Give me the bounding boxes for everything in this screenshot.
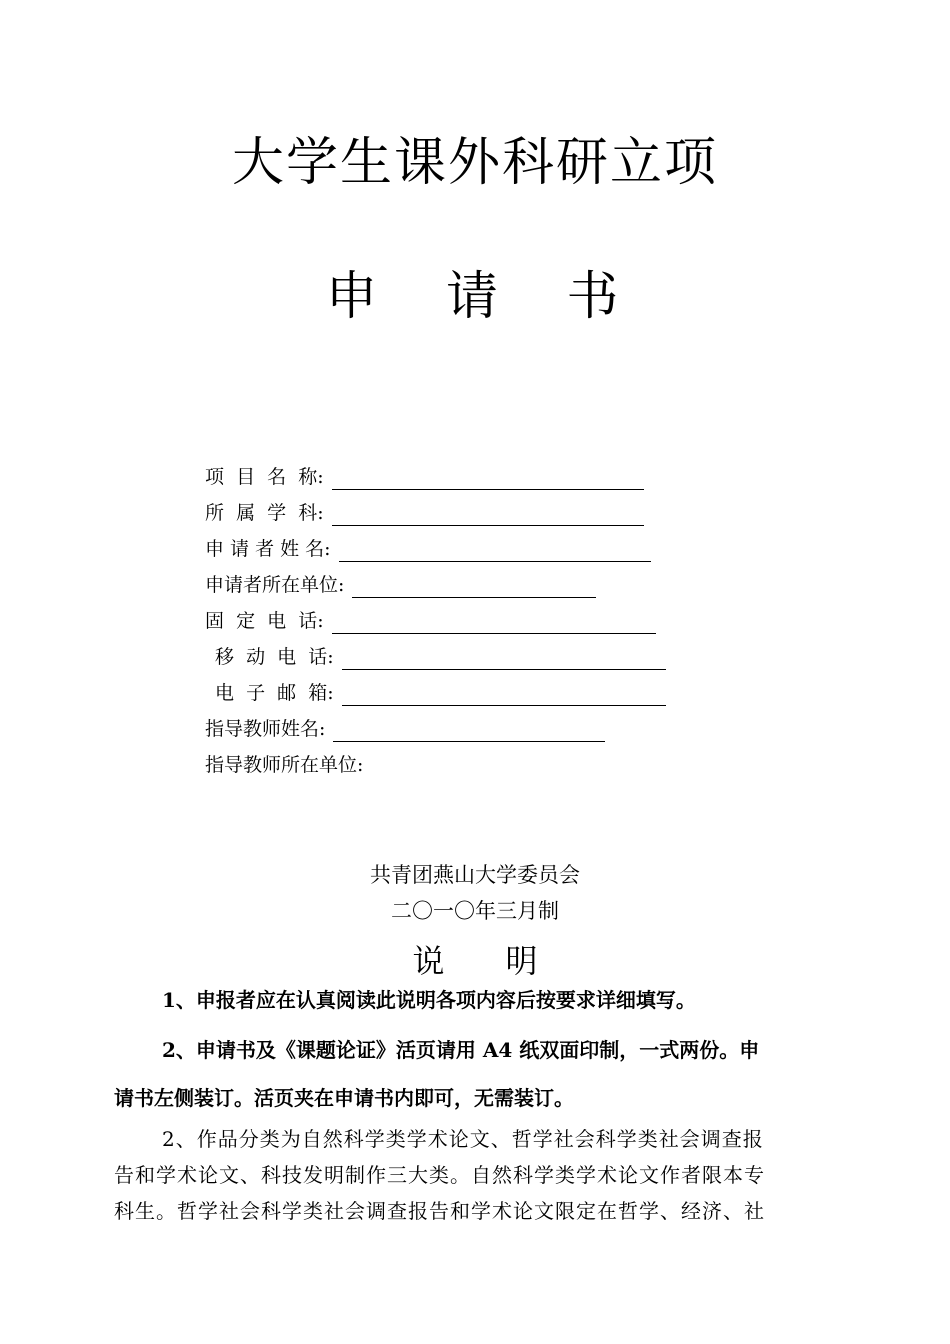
field-advisor-unit [205,748,363,778]
field-applicant-name [205,532,651,562]
field-project-name [205,460,644,490]
field-mobile [215,640,666,670]
document-title: 大学生课外科研立项 [231,133,718,193]
landline-input-line[interactable] [332,611,656,634]
field-label: 申 请 者 姓 名: [205,538,331,560]
issuer-date: 二〇一〇年三月制 [391,899,559,923]
field-label: 所 属 学 科: [205,502,324,524]
email-input-line[interactable] [342,683,666,706]
document-subtitle: 申 请 书 [325,267,645,327]
field-advisor-name [205,712,605,742]
field-label: 指导教师姓名: [205,718,326,740]
advisor-name-input-line[interactable] [333,719,605,742]
paragraph-line: 科生。哲学社会科学类社会调查报告和学术论文限定在哲学、经济、社 [114,1199,765,1223]
field-label: 固 定 电 话: [205,610,324,632]
applicant-unit-input-line[interactable] [352,575,596,598]
field-label: 指导教师所在单位: [205,754,364,776]
field-label: 申请者所在单位: [205,574,345,596]
project-name-input-line[interactable] [332,467,644,490]
mobile-input-line[interactable] [342,647,666,670]
paragraph-line: 2、作品分类为自然科学类学术论文、哲学社会科学类社会调查报 [162,1127,764,1151]
field-landline [205,604,656,634]
applicant-name-input-line[interactable] [339,539,651,562]
instruction-2-line-2: 请书左侧装订。活页夹在申请书内即可，无需装订。 [114,1086,574,1110]
discipline-input-line[interactable] [332,503,644,526]
explanation-heading: 说 明 [412,942,538,980]
paragraph-line: 告和学术论文、科技发明制作三大类。自然科学类学术论文作者限本专 [114,1163,765,1187]
field-label: 项 目 名 称: [205,466,324,488]
field-discipline [205,496,644,526]
field-label: 电 子 邮 箱: [215,682,334,704]
field-email [215,676,666,706]
field-applicant-unit [205,568,596,598]
instruction-1: 1、申报者应在认真阅读此说明各项内容后按要求详细填写。 [162,988,696,1012]
field-label: 移 动 电 话: [215,646,334,668]
issuer-org: 共青团燕山大学委员会 [370,863,580,887]
instruction-2-line-1: 2、申请书及《课题论证》活页请用 A4 纸双面印制，一式两份。申 [162,1038,760,1062]
